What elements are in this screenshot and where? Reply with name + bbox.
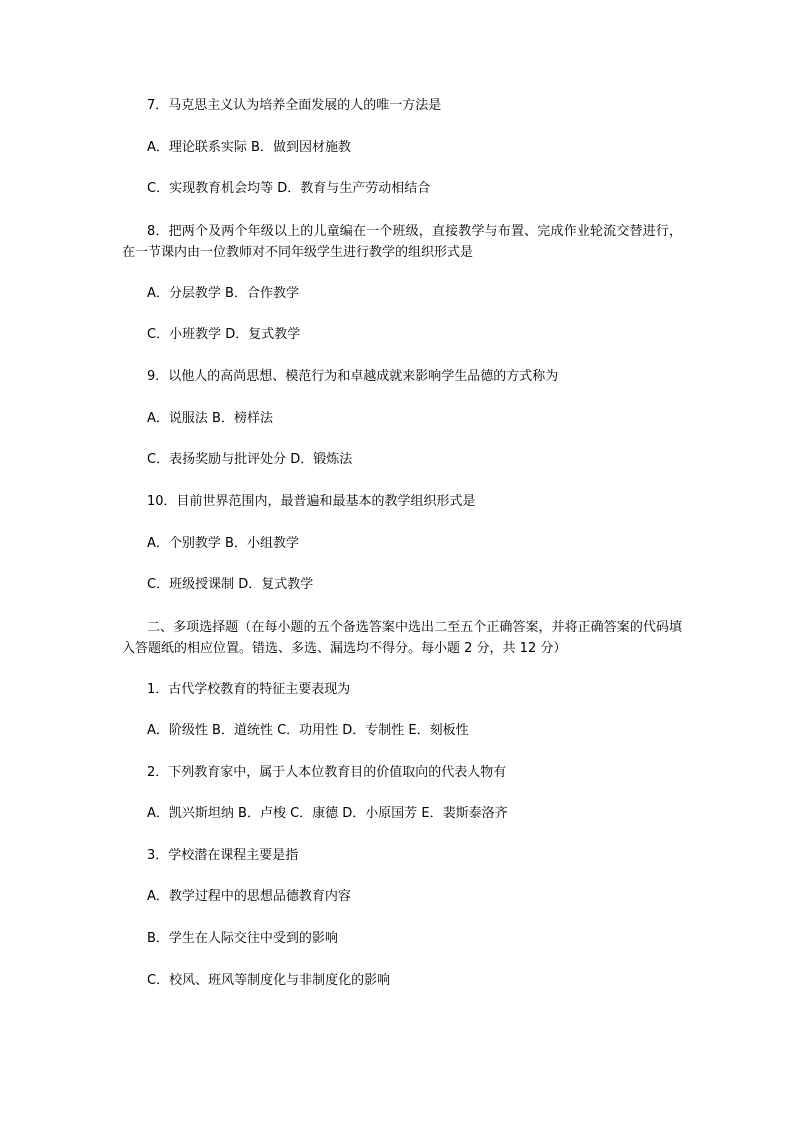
multi-question-3-option-b: B．学生在人际交往中受到的影响: [147, 931, 338, 946]
multi-question-1-options: A．阶级性 B．道统性 C．功用性 D．专制性 E．刻板性: [147, 723, 469, 738]
multi-question-2-options: A．凯兴斯坦纳 B．卢梭 C．康德 D．小原国芳 E．裴斯泰洛齐: [147, 806, 508, 821]
multi-question-3-option-c: C．校风、班风等制度化与非制度化的影响: [147, 973, 391, 988]
question-8-stem: 8．把两个及两个年级以上的儿童编在一个班级，直接教学与布置、完成作业轮流交替进行，在一节课内由一位教师对不同年级学生进行教学的组织形式是: [122, 224, 682, 260]
section-two-heading: 二、多项选择题（在每小题的五个备选答案中选出二至五个正确答案，并将正确答案的代码填入答题纸的相应位置。错选、多选、漏选均不得分。每小题 2 分，共 12 分）: [122, 620, 682, 656]
question-10-options-cd: C．班级授课制 D．复式教学: [147, 577, 314, 592]
question-9-options-cd: C．表扬奖励与批评处分 D．锻炼法: [147, 452, 353, 467]
question-8-options-ab: A．分层教学 B．合作教学: [147, 286, 299, 301]
question-9-stem: 9．以他人的高尚思想、模范行为和卓越成就来影响学生品德的方式称为: [147, 369, 559, 384]
question-9-options-ab: A．说服法 B．榜样法: [147, 411, 273, 426]
question-7-options-cd: C．实现教育机会均等 D．教育与生产劳动相结合: [147, 181, 431, 196]
question-10-stem: 10．目前世界范围内，最普遍和最基本的教学组织形式是: [147, 494, 476, 509]
question-8-options-cd: C．小班教学 D．复式教学: [147, 327, 301, 342]
multi-question-1-stem: 1．古代学校教育的特征主要表现为: [147, 682, 351, 697]
question-7-options-ab: A．理论联系实际 B．做到因材施教: [147, 140, 351, 155]
multi-question-2-stem: 2．下列教育家中，属于人本位教育目的价值取向的代表人物有: [147, 765, 507, 780]
question-7-stem: 7．马克思主义认为培养全面发展的人的唯一方法是: [147, 98, 442, 113]
multi-question-3-option-a: A．教学过程中的思想品德教育内容: [147, 889, 351, 904]
question-10-options-ab: A．个别教学 B．小组教学: [147, 536, 299, 551]
multi-question-3-stem: 3．学校潜在课程主要是指: [147, 848, 299, 863]
